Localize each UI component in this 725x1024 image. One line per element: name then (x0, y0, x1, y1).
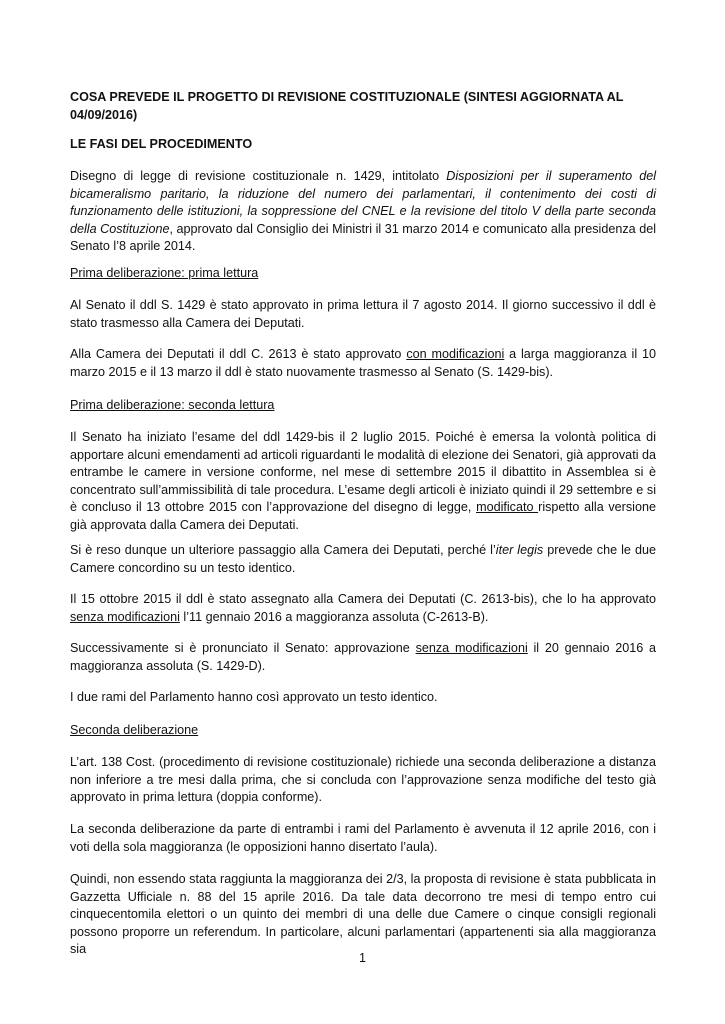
paragraph-senato-seconda (70, 429, 656, 535)
underlined-text: senza modificazioni (70, 609, 180, 624)
text-run: Alla Camera dei Deputati il ddl C. 2613 è stato approvato (70, 347, 407, 361)
text-run: rispetto alla versione già approvata dalla Camera dei Deputati. (70, 500, 656, 532)
paragraph-gazzetta-ufficiale: Quindi, non essendo stata raggiunta la maggioranza dei 2/3, la proposta di revisione è stata pubblicata in Gazzetta Ufficiale n. 88 del 15 aprile 2016. Da tale data decorrono tre mesi di tempo entro cui cinquecentomila elettori o un quinto dei membri di una delle due Camere o cinque consigli regionali possono proporre un referendum. In particolare, alcuni parlamentari (appartenenti sia alla maggioranza sia (70, 872, 656, 957)
text-run: Il 15 ottobre 2015 il ddl è stato assegnato alla Camera dei Deputati (C. 2613-bis), che lo ha approvato (70, 592, 656, 606)
document-title: COSA PREVEDE IL PROGETTO DI REVISIONE COSTITUZIONALE (SINTESI AGGIORNATA AL 04/09/2016) (70, 90, 624, 122)
paragraph-ddl-intro (70, 168, 656, 256)
text-run: , approvato dal Consiglio dei Ministri il 31 marzo 2014 e comunicato alla presidenza del Senato l’8 aprile 2014. (70, 221, 656, 254)
text-run: l’11 gennaio 2016 a maggioranza assoluta (C-2613-B). (179, 609, 489, 624)
paragraph-camera-seconda (70, 591, 656, 626)
iter-legis-italic: iter legis (495, 543, 544, 557)
text-run: prevede che le due Camere concordino su un testo identico. (70, 543, 656, 575)
paragraph-iter-legis (70, 542, 656, 577)
underlined-text: modificato (476, 500, 539, 515)
ddl-title-italic: Disposizioni per il superamento del bicameralismo paritario, la riduzione del numero dei parlamentari, il contenimento dei costi di funzionamento delle istituzioni, la soppressione del CNEL e la revisione del titolo V della parte seconda della Costituzione (70, 169, 656, 236)
text-run: Disegno di legge di revisione costituzionale n. 1429, intitolato (70, 169, 447, 183)
underlined-text: con modificazioni (406, 347, 505, 361)
paragraph-art-138: L’art. 138 Cost. (procedimento di revisione costituzionale) richiede una seconda deliberazione a distanza non inferiore a tre mesi dalla prima, che si concluda con l’approvazione senza modifiche del testo già approvato in prima lettura (doppia conforme). (70, 755, 656, 805)
subheading-seconda-deliberazione: Seconda deliberazione (70, 723, 199, 737)
underlined-text: senza modificazioni (415, 641, 528, 655)
text-run: Successivamente si è pronunciato il Senato: approvazione (70, 641, 416, 655)
section-heading: LE FASI DEL PROCEDIMENTO (70, 137, 253, 151)
paragraph-senato-prima: Al Senato il ddl S. 1429 è stato approvato in prima lettura il 7 agosto 2014. Il giorno successivo il ddl è stato trasmesso alla Camera dei Deputati. (70, 298, 656, 330)
subheading-seconda-lettura: Prima deliberazione: seconda lettura (70, 398, 275, 412)
paragraph-seconda-deliberazione: La seconda deliberazione da parte di entrambi i rami del Parlamento è avvenuta il 12 aprile 2016, con i voti della sola maggioranza (le opposizioni hanno disertato l’aula). (70, 822, 656, 854)
text-run: Si è reso dunque un ulteriore passaggio alla Camera dei Deputati, perché l’ (70, 543, 496, 557)
text-run: a larga maggioranza il 10 marzo 2015 e il 13 marzo il ddl è stato nuovamente trasmesso al Senato (S. 1429-bis). (70, 347, 657, 379)
text-run: Il Senato ha iniziato l’esame del ddl 1429-bis il 2 luglio 2015. Poiché è emersa la volontà politica di apportare alcuni emendamenti ad articoli riguardanti le modalità di elezione dei Senatori, già approvati da entrambe le camere in versione conforme, nel mese di settembre 2015 il dibattito in Assemblea si è concentrato sull’ammissibilità di tale procedura. L’esame degli articoli è iniziato quindi il 29 settembre e si è concluso il 13 ottobre 2015 con l’approvazione del disegno di legge, (70, 430, 656, 515)
paragraph-camera-prima (70, 346, 656, 381)
subheading-prima-lettura: Prima deliberazione: prima lettura (70, 266, 259, 280)
page-number: 1 (358, 951, 366, 965)
text-run: il 20 gennaio 2016 a maggioranza assoluta (S. 1429-D). (70, 641, 657, 673)
paragraph-testo-identico: I due rami del Parlamento hanno così approvato un testo identico. (70, 690, 438, 704)
paragraph-senato-finale (70, 640, 656, 675)
